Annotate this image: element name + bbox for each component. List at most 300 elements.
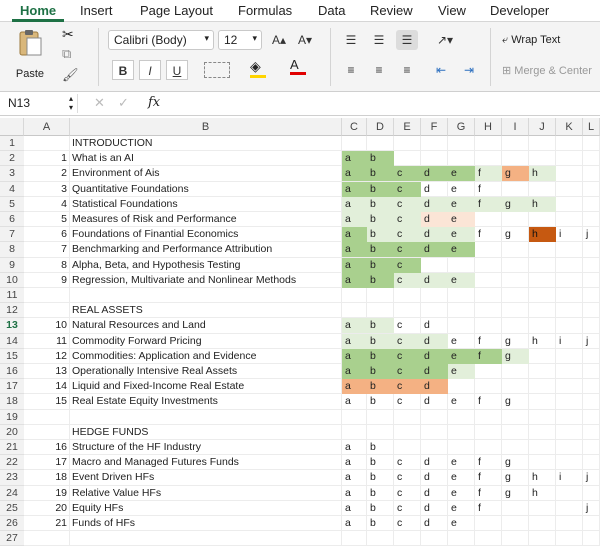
font-color-bar [290, 72, 306, 75]
cell-title[interactable] [70, 288, 342, 303]
table-row [24, 151, 600, 166]
cell-chapter-mark[interactable]: g [502, 349, 529, 364]
cell-number[interactable]: 8 [61, 258, 67, 271]
cell-chapter-mark[interactable]: h [529, 197, 556, 212]
cell-chapter-mark[interactable]: a [342, 242, 367, 257]
row-header-24[interactable]: 24 [0, 486, 24, 501]
cell-number[interactable]: 9 [61, 273, 67, 286]
row-header-17[interactable]: 17 [0, 379, 24, 394]
italic-button[interactable]: I [139, 60, 161, 80]
cell-chapter-mark[interactable]: d [424, 319, 430, 332]
cell-chapter-mark[interactable]: b [367, 364, 394, 379]
ribbon-tabs [0, 0, 600, 22]
cell-number[interactable] [24, 531, 70, 546]
align-top-icon[interactable]: ☰ [345, 33, 357, 47]
cell-chapter-mark[interactable]: a [342, 182, 367, 197]
cell-chapter-mark[interactable]: a [342, 212, 367, 227]
cell-chapter-mark[interactable]: a [345, 395, 351, 408]
cell-chapter-mark[interactable]: f [478, 334, 481, 347]
shrink-font-button[interactable]: A▾ [297, 33, 313, 47]
cell-chapter-mark[interactable]: j [586, 501, 589, 514]
row-header-12[interactable]: 12 [0, 303, 24, 318]
tab-data[interactable]: Data [318, 3, 346, 18]
table-row [24, 334, 600, 349]
name-box[interactable] [6, 94, 78, 113]
merge-center-button[interactable] [502, 64, 592, 77]
cell-number[interactable]: 10 [55, 319, 67, 332]
cell-title[interactable]: REAL ASSETS [72, 304, 143, 317]
ribbon-separator [490, 28, 491, 86]
underline-button[interactable]: U [166, 60, 188, 80]
cell-chapter-mark[interactable]: e [451, 517, 457, 529]
cell-title[interactable] [70, 410, 342, 425]
cell-chapter-mark[interactable]: g [505, 486, 511, 499]
cell-chapter-mark[interactable]: d [421, 334, 448, 349]
cell-chapter-mark[interactable]: b [370, 486, 376, 499]
row-header-19[interactable]: 19 [0, 410, 24, 425]
font-name-select[interactable] [108, 30, 214, 50]
table-row [24, 288, 600, 303]
cell-chapter-mark[interactable]: d [424, 501, 430, 514]
cell-number[interactable]: 1 [61, 152, 67, 165]
row-header-7[interactable]: 7 [0, 227, 24, 242]
chevron-down-icon: ▾ [252, 33, 257, 43]
row-header-10[interactable]: 10 [0, 273, 24, 288]
table-row [24, 136, 600, 151]
cell-number[interactable]: 21 [55, 517, 67, 529]
cell-chapter-mark[interactable]: b [370, 456, 376, 469]
row-header-22[interactable]: 22 [0, 455, 24, 470]
cell-chapter-mark[interactable]: a [345, 486, 351, 499]
borders-icon[interactable] [204, 62, 230, 78]
column-header-h[interactable]: H [475, 118, 502, 136]
cell-chapter-mark[interactable]: e [451, 501, 457, 514]
cell-chapter-mark[interactable]: c [394, 349, 421, 364]
cell-number[interactable]: 20 [55, 501, 67, 514]
wrap-text-icon: ⤶ [502, 34, 512, 46]
paste-label: Paste [15, 68, 45, 80]
cell-chapter-mark[interactable]: d [421, 166, 448, 181]
cell-chapter-mark[interactable]: g [502, 166, 529, 181]
cell-title[interactable]: Funds of HFs [72, 517, 136, 529]
cell-chapter-mark[interactable]: d [424, 517, 430, 529]
cell-chapter-mark[interactable]: f [478, 182, 481, 195]
cell-chapter-mark[interactable]: b [367, 151, 394, 166]
table-row [24, 182, 600, 197]
table-row [24, 166, 600, 181]
cell-chapter-mark[interactable]: b [367, 166, 394, 181]
cell-chapter-mark[interactable]: f [478, 471, 481, 484]
row-header-25[interactable]: 25 [0, 501, 24, 516]
cell-chapter-mark[interactable]: a [345, 517, 351, 529]
cell-chapter-mark[interactable]: e [451, 471, 457, 484]
font-size-value: 12 [224, 33, 238, 47]
merge-icon: ⊞ [502, 65, 515, 77]
tab-insert[interactable]: Insert [80, 3, 113, 18]
cell-chapter-mark[interactable]: c [394, 364, 421, 379]
cell-chapter-mark[interactable]: i [559, 228, 562, 241]
cell-chapter-mark[interactable]: a [342, 151, 367, 166]
align-right-icon[interactable]: ≡ [403, 63, 411, 77]
grow-font-button[interactable]: A▴ [271, 33, 287, 47]
font-size-select[interactable] [218, 30, 262, 50]
table-row [24, 364, 600, 379]
cell-title[interactable]: Environment of Ais [72, 167, 160, 180]
cancel-icon[interactable]: ✕ [94, 95, 105, 110]
row-header-26[interactable]: 26 [0, 516, 24, 531]
cell-chapter-mark[interactable]: h [529, 166, 556, 181]
cell-chapter-mark[interactable]: a [342, 379, 367, 394]
table-row [24, 379, 600, 394]
cell-title[interactable]: Equity HFs [72, 501, 124, 514]
cell-chapter-mark[interactable]: c [397, 395, 403, 408]
cell-chapter-mark[interactable]: f [475, 349, 502, 364]
row-header-21[interactable]: 21 [0, 440, 24, 455]
table-row [24, 212, 600, 227]
select-all-corner[interactable] [0, 118, 24, 136]
cell-title[interactable]: HEDGE FUNDS [72, 425, 149, 438]
tab-formulas[interactable]: Formulas [238, 3, 293, 18]
cell-chapter-mark[interactable]: b [367, 334, 394, 349]
cell-number[interactable]: 4 [61, 197, 67, 210]
row-header-15[interactable]: 15 [0, 349, 24, 364]
cell-chapter-mark[interactable]: h [532, 334, 538, 347]
row-header-13[interactable]: 13 [0, 318, 24, 333]
column-header-g[interactable]: G [448, 118, 475, 136]
cell-chapter-mark[interactable]: c [397, 517, 403, 529]
cell-chapter-mark[interactable]: a [342, 227, 367, 242]
cell-chapter-mark[interactable]: d [421, 242, 448, 257]
cell-chapter-mark[interactable]: c [394, 166, 421, 181]
cell-number[interactable] [24, 410, 70, 425]
cell-chapter-mark[interactable] [529, 501, 556, 516]
cell-chapter-mark[interactable]: e [451, 334, 457, 347]
bold-button[interactable]: B [112, 60, 134, 80]
cell-title[interactable]: Measures of Risk and Performance [72, 213, 237, 225]
cell-number[interactable]: 18 [55, 471, 67, 484]
formula-input[interactable] [172, 94, 592, 113]
cell-chapter-mark[interactable]: f [478, 501, 481, 514]
cell-chapter-mark[interactable]: g [502, 197, 529, 212]
cell-number[interactable]: 6 [61, 228, 67, 241]
column-header-d[interactable]: D [367, 118, 394, 136]
cell-number[interactable]: 16 [55, 441, 67, 453]
cell-chapter-mark[interactable]: b [367, 273, 394, 288]
tab-home[interactable]: Home [12, 0, 64, 22]
cell-title[interactable]: Quantitative Foundations [72, 182, 189, 195]
cell-chapter-mark[interactable]: b [367, 258, 394, 273]
orientation-icon[interactable]: ↗▾ [436, 33, 454, 47]
column-header-e[interactable]: E [394, 118, 421, 136]
row-header-9[interactable]: 9 [0, 258, 24, 273]
cell-title[interactable]: Structure of the HF Industry [72, 441, 201, 453]
cell-chapter-mark[interactable]: f [475, 166, 502, 181]
cell-chapter-mark[interactable]: b [367, 197, 394, 212]
wrap-text-button[interactable] [502, 34, 560, 47]
cell-chapter-mark[interactable]: b [370, 471, 376, 484]
column-header-f[interactable]: F [421, 118, 448, 136]
align-left-icon[interactable]: ≡ [347, 63, 355, 77]
cell-number[interactable]: 19 [55, 486, 67, 499]
paste-icon [15, 28, 45, 58]
cell-title[interactable] [70, 531, 342, 546]
confirm-icon[interactable]: ✓ [118, 95, 129, 110]
cell-chapter-mark[interactable]: d [421, 379, 448, 394]
table-row [24, 227, 600, 242]
cell-title[interactable]: INTRODUCTION [72, 137, 153, 149]
cell-chapter-mark[interactable]: c [394, 182, 421, 197]
cell-number[interactable] [24, 288, 70, 303]
decrease-indent-icon[interactable]: ⇤ [435, 63, 447, 77]
cell-chapter-mark[interactable]: c [397, 486, 403, 499]
row-header-6[interactable]: 6 [0, 212, 24, 227]
cell-chapter-mark[interactable]: d [421, 212, 448, 227]
cell-number[interactable]: 2 [61, 167, 67, 180]
cell-chapter-mark[interactable]: d [424, 486, 430, 499]
cell-chapter-mark[interactable]: d [421, 227, 448, 242]
cell-chapter-mark[interactable]: a [342, 166, 367, 181]
cell-chapter-mark[interactable]: e [448, 197, 475, 212]
cell-chapter-mark[interactable]: d [421, 364, 448, 379]
cell-number[interactable]: 7 [61, 243, 67, 256]
cell-chapter-mark[interactable]: e [448, 212, 475, 227]
font-color-button[interactable] [290, 57, 310, 75]
name-box-value: N13 [8, 96, 31, 110]
row-header-3[interactable]: 3 [0, 166, 24, 181]
row-header-20[interactable]: 20 [0, 425, 24, 440]
cell-title[interactable]: Commodities: Application and Evidence [72, 349, 257, 362]
cell-number[interactable] [24, 425, 70, 440]
fill-color-icon[interactable]: ◈ [250, 58, 266, 78]
row-header-1[interactable]: 1 [0, 136, 24, 151]
row-header-11[interactable]: 11 [0, 288, 24, 303]
cell-chapter-mark[interactable]: c [397, 501, 403, 514]
cell-chapter-mark[interactable]: e [448, 273, 475, 288]
table-row [24, 273, 600, 288]
cell-title[interactable]: Natural Resources and Land [72, 319, 206, 332]
cell-chapter-mark[interactable]: j [586, 471, 589, 484]
cell-chapter-mark[interactable]: i [559, 471, 562, 484]
cell-chapter-mark[interactable]: b [367, 379, 394, 394]
ribbon-home [0, 22, 600, 92]
column-header-b[interactable]: B [70, 118, 342, 136]
cell-title[interactable]: Liquid and Fixed-Income Real Estate [72, 380, 245, 393]
cell-chapter-mark[interactable]: a [342, 364, 367, 379]
table-row [24, 242, 600, 257]
tab-review[interactable]: Review [370, 3, 413, 18]
cell-chapter-mark[interactable]: a [342, 197, 367, 212]
cell-chapter-mark[interactable]: d [424, 456, 430, 469]
cut-icon[interactable]: ✂ [62, 26, 74, 42]
row-header-5[interactable]: 5 [0, 197, 24, 212]
cell-chapter-mark[interactable]: a [342, 334, 367, 349]
table-row [24, 425, 600, 440]
column-header-l[interactable]: L [583, 118, 600, 136]
tab-view[interactable]: View [438, 3, 466, 18]
cell-title[interactable]: Regression, Multivariate and Nonlinear Methods [72, 273, 297, 286]
cell-chapter-mark[interactable]: f [475, 197, 502, 212]
cell-chapter-mark[interactable] [556, 501, 583, 516]
cell-number[interactable]: 12 [55, 349, 67, 362]
cell-title[interactable]: Operationally Intensive Real Assets [72, 365, 238, 377]
cell-number[interactable]: 14 [55, 380, 67, 393]
cell-chapter-mark[interactable]: e [448, 364, 475, 379]
table-row [24, 455, 600, 470]
cell-chapter-mark[interactable]: i [559, 334, 562, 347]
cell-chapter-mark[interactable]: c [394, 227, 421, 242]
row-header-14[interactable]: 14 [0, 334, 24, 349]
cell-number[interactable] [24, 136, 70, 151]
cell-chapter-mark[interactable]: d [421, 197, 448, 212]
row-header-4[interactable]: 4 [0, 182, 24, 197]
cell-chapter-mark[interactable]: b [370, 501, 376, 514]
column-header-k[interactable]: K [556, 118, 583, 136]
table-row [24, 410, 600, 425]
cell-chapter-mark[interactable]: e [448, 227, 475, 242]
row-header-18[interactable]: 18 [0, 394, 24, 409]
cell-chapter-mark[interactable]: a [342, 318, 367, 333]
function-icon[interactable]: fx [148, 95, 161, 110]
cell-chapter-mark[interactable]: f [478, 395, 481, 408]
row-header-8[interactable]: 8 [0, 242, 24, 257]
cell-title[interactable]: Relative Value HFs [72, 486, 162, 499]
copy-icon[interactable]: ⧉ [62, 46, 72, 61]
ribbon-separator [330, 28, 331, 86]
row-header-23[interactable]: 23 [0, 470, 24, 485]
cell-title[interactable]: Macro and Managed Futures Funds [72, 456, 239, 469]
ribbon-separator [98, 28, 99, 86]
cell-chapter-mark[interactable]: g [505, 471, 511, 484]
cell-chapter-mark[interactable]: d [421, 273, 448, 288]
column-header-a[interactable]: A [24, 118, 70, 136]
cell-chapter-mark[interactable]: e [451, 456, 457, 469]
cell-chapter-mark[interactable]: c [394, 242, 421, 257]
font-color-label: A [290, 57, 299, 72]
cell-chapter-mark[interactable]: c [394, 273, 421, 288]
column-header-i[interactable]: I [502, 118, 529, 136]
wrap-text-label: Wrap Text [511, 34, 561, 46]
cell-chapter-mark[interactable]: f [478, 228, 481, 241]
cell-chapter-mark[interactable]: a [345, 456, 351, 469]
cell-chapter-mark[interactable]: h [532, 471, 538, 484]
tab-page-layout[interactable]: Page Layout [140, 3, 214, 18]
cell-chapter-mark[interactable]: e [448, 166, 475, 181]
cell-chapter-mark[interactable]: a [345, 471, 351, 484]
cell-number[interactable]: 11 [56, 334, 67, 347]
cell-chapter-mark[interactable]: c [394, 258, 421, 273]
paste-button[interactable] [8, 28, 52, 84]
table-row [24, 303, 600, 318]
cell-number[interactable]: 17 [55, 456, 67, 469]
cell-chapter-mark[interactable]: d [421, 349, 448, 364]
cell-title[interactable]: Alpha, Beta, and Hypothesis Testing [72, 258, 241, 271]
table-row [24, 501, 600, 516]
cell-chapter-mark[interactable]: e [451, 486, 457, 499]
cell-chapter-mark[interactable]: j [586, 334, 589, 347]
cell-chapter-mark[interactable]: j [586, 228, 589, 241]
cell-chapter-mark[interactable] [502, 501, 529, 516]
cell-chapter-mark[interactable]: h [529, 227, 556, 242]
cell-title[interactable]: Commodity Forward Pricing [72, 334, 202, 347]
cell-chapter-mark[interactable]: e [451, 395, 457, 408]
cell-chapter-mark[interactable]: g [505, 456, 511, 469]
row-header-27[interactable]: 27 [0, 531, 24, 546]
column-header-c[interactable]: C [342, 118, 367, 136]
cell-chapter-mark[interactable]: c [397, 456, 403, 469]
row-header-16[interactable]: 16 [0, 364, 24, 379]
cell-chapter-mark[interactable]: g [505, 334, 511, 347]
cell-number[interactable]: 3 [61, 182, 67, 195]
align-center-icon[interactable]: ≡ [375, 63, 383, 77]
cell-chapter-mark[interactable]: b [367, 182, 394, 197]
cell-chapter-mark[interactable]: b [367, 212, 394, 227]
tab-developer[interactable]: Developer [490, 3, 550, 18]
table-row [24, 440, 600, 455]
cell-chapter-mark[interactable]: c [397, 319, 403, 332]
cell-chapter-mark[interactable]: a [345, 501, 351, 514]
cell-chapter-mark[interactable]: a [342, 273, 367, 288]
cell-number[interactable]: 5 [61, 213, 67, 225]
cell-title[interactable]: Statistical Foundations [72, 197, 178, 210]
align-bottom-icon[interactable]: ☰ [396, 30, 418, 50]
cell-title[interactable]: Benchmarking and Performance Attribution [72, 243, 273, 256]
formula-bar [0, 92, 600, 116]
cell-chapter-mark[interactable]: b [370, 395, 376, 408]
cell-chapter-mark[interactable]: c [394, 334, 421, 349]
cell-number[interactable]: 13 [55, 365, 67, 377]
cell-chapter-mark[interactable]: f [478, 456, 481, 469]
cell-number[interactable] [24, 303, 70, 318]
cell-chapter-mark[interactable]: e [451, 182, 457, 195]
cell-chapter-mark[interactable]: a [342, 258, 367, 273]
cell-chapter-mark[interactable]: b [367, 227, 394, 242]
cell-chapter-mark[interactable]: b [370, 517, 376, 529]
column-header-j[interactable]: J [529, 118, 556, 136]
cell-chapter-mark[interactable]: d [424, 182, 430, 195]
cell-chapter-mark[interactable]: b [370, 441, 376, 453]
cell-chapter-mark[interactable]: a [345, 441, 351, 453]
merge-center-label: Merge & Center [514, 65, 592, 77]
cell-title[interactable]: Real Estate Equity Investments [72, 395, 218, 408]
increase-indent-icon[interactable]: ⇥ [463, 63, 475, 77]
cell-chapter-mark[interactable]: b [367, 242, 394, 257]
cell-chapter-mark[interactable]: d [424, 395, 430, 408]
cell-chapter-mark[interactable]: c [397, 471, 403, 484]
cell-chapter-mark[interactable]: d [424, 471, 430, 484]
cell-title[interactable]: What is an AI [72, 152, 134, 165]
format-painter-icon[interactable]: 🖌 [62, 67, 79, 82]
cell-chapter-mark[interactable]: c [394, 379, 421, 394]
cell-title[interactable]: Foundations of Finantial Economics [72, 228, 239, 241]
cell-chapter-mark[interactable]: e [448, 349, 475, 364]
cell-chapter-mark[interactable]: g [505, 395, 511, 408]
cell-chapter-mark[interactable]: g [505, 228, 511, 241]
cell-chapter-mark[interactable]: b [367, 318, 394, 333]
cell-number[interactable]: 15 [55, 395, 67, 408]
table-row [24, 318, 600, 333]
cell-chapter-mark[interactable]: e [448, 242, 475, 257]
align-middle-icon[interactable]: ☰ [373, 33, 385, 47]
cell-chapter-mark[interactable]: a [342, 349, 367, 364]
cell-chapter-mark[interactable]: b [367, 349, 394, 364]
row-header-2[interactable]: 2 [0, 151, 24, 166]
cell-chapter-mark[interactable]: c [394, 197, 421, 212]
cell-chapter-mark[interactable]: f [478, 486, 481, 499]
table-row [24, 394, 600, 409]
cell-chapter-mark[interactable]: c [394, 212, 421, 227]
cell-title[interactable]: Event Driven HFs [72, 471, 155, 484]
cell-chapter-mark[interactable]: h [532, 486, 538, 499]
